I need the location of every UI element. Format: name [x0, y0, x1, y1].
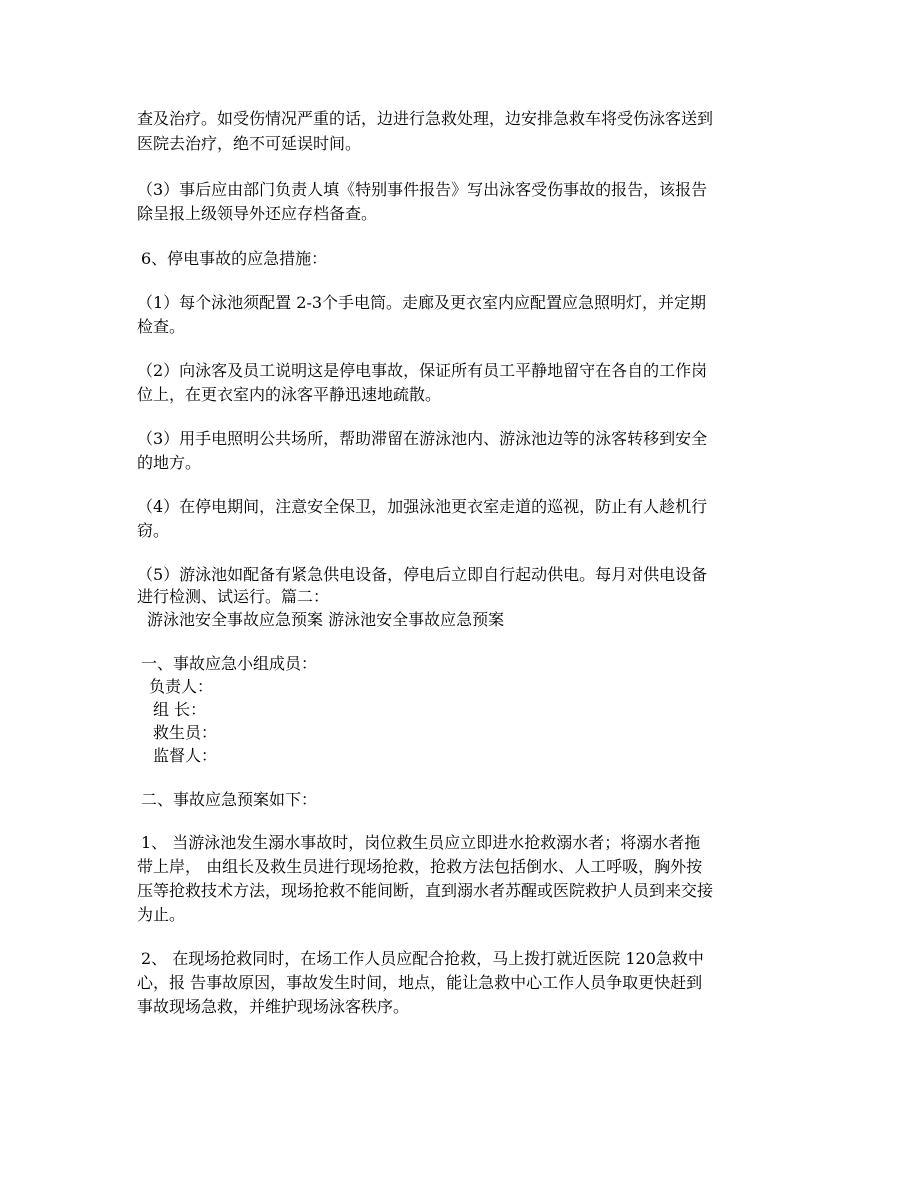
text-line: 压等抢救技术方法，现场抢救不能间断，直到溺水者苏醒或医院救护人员到来交接: [137, 881, 714, 900]
text-line: 一、事故应急小组成员：: [141, 654, 318, 673]
text-line: 查及治疗。如受伤情况严重的话，边进行急救处理，边安排急救车将受伤泳客送到: [137, 109, 714, 128]
text-line: （3）用手电照明公共场所，帮助滞留在游泳池内、游泳池边等的泳客转移到安全: [137, 429, 708, 448]
text-line: 6、停电事故的应急措施：: [141, 249, 328, 268]
text-line: 的地方。: [137, 453, 202, 472]
text-line: 检查。: [137, 317, 186, 336]
text-line: 窃。: [137, 521, 170, 540]
text-line: 除呈报上级领导外还应存档备查。: [137, 204, 378, 223]
text-line: 医院去治疗，绝不可延误时间。: [137, 134, 362, 153]
text-line: 组 长：: [153, 700, 207, 719]
text-line: 带上岸， 由组长及救生员进行现场抢救，抢救方法包括倒水、人工呼吸，胸外按: [137, 857, 703, 876]
text-line: （5）游泳池如配备有紧急供电设备，停电后立即自行起动供电。每月对供电设备: [137, 565, 708, 584]
text-line: 二、事故应急预案如下：: [141, 790, 318, 809]
text-line: 位上，在更衣室内的泳客平静迅速地疏散。: [137, 385, 442, 404]
text-line: （3）事后应由部门负责人填《特别事件报告》写出泳客受伤事故的报告，该报告: [137, 180, 708, 199]
text-line: （4）在停电期间，注意安全保卫，加强泳池更衣室走道的巡视，防止有人趁机行: [137, 497, 708, 516]
text-line: 救生员：: [153, 723, 218, 742]
text-line: （1）每个泳池须配置 2-3个手电筒。走廊及更衣室内应配置应急照明灯，并定期: [137, 293, 707, 312]
text-line: 2、 在现场抢救同时，在场工作人员应配合抢救，马上拨打就近医院 120急救中: [141, 949, 704, 968]
text-line: 进行检测、试运行。篇二：: [137, 587, 330, 606]
text-line: 监督人：: [153, 746, 218, 765]
text-line: 游泳池安全事故应急预案 游泳池安全事故应急预案: [147, 610, 505, 629]
text-line: 为止。: [137, 905, 186, 924]
text-line: 事故现场急救，并维护现场泳客秩序。: [137, 997, 410, 1016]
text-line: 1、 当游泳池发生溺水事故时，岗位救生员应立即进水抢救溺水者；将溺水者拖: [141, 833, 701, 852]
text-line: 心，报 告事故原因，事故发生时间，地点，能让急救中心工作人员争取更快赶到: [137, 973, 703, 992]
text-line: 负责人：: [149, 677, 214, 696]
text-line: （2）向泳客及员工说明这是停电事故，保证所有员工平静地留守在各自的工作岗: [137, 361, 708, 380]
